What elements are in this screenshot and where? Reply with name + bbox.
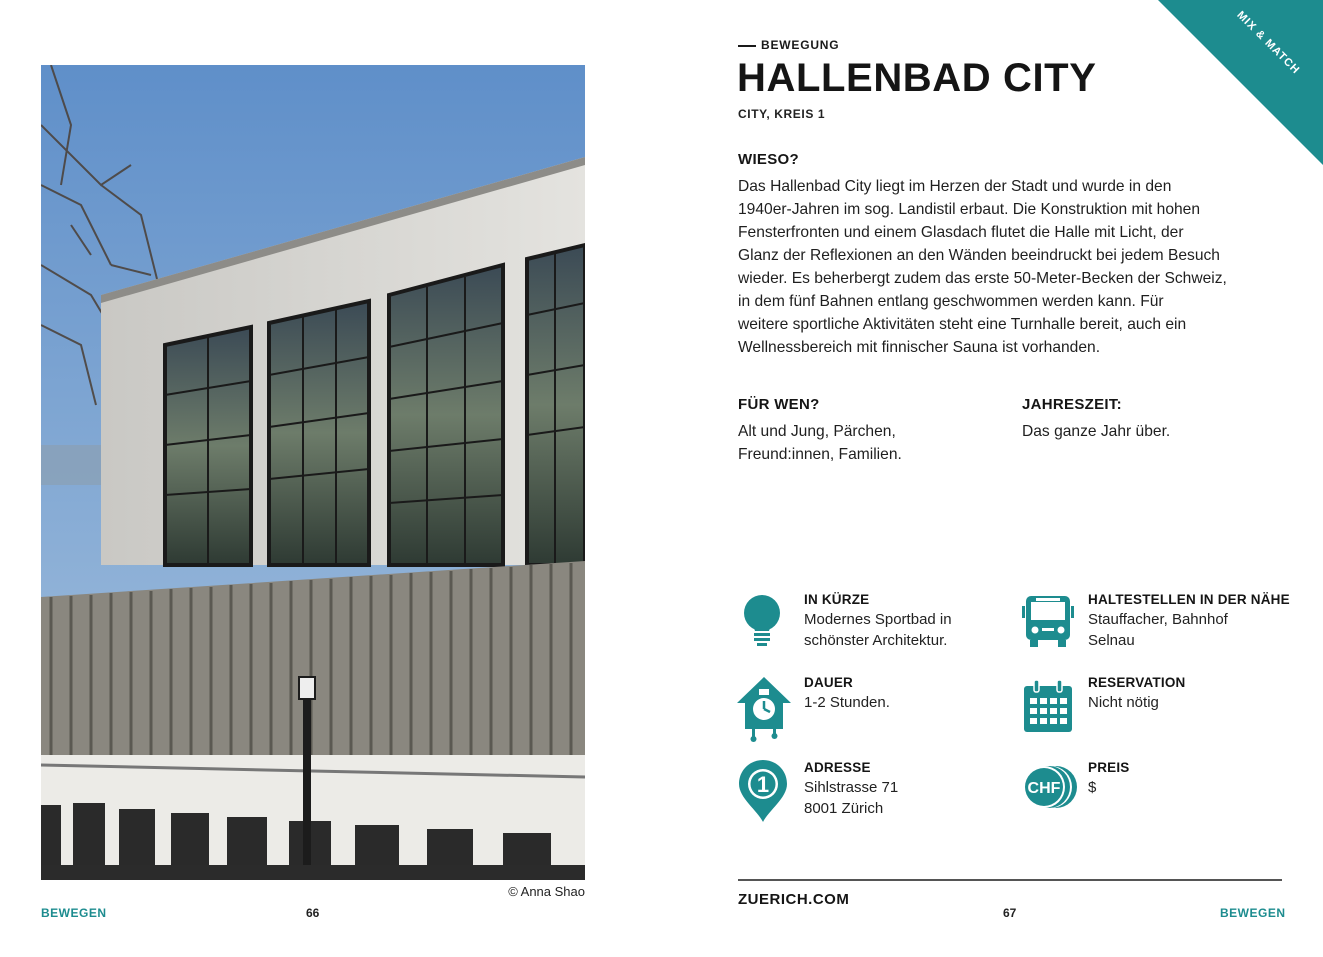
lightbulb-icon <box>739 593 785 649</box>
chf-coin-icon <box>1022 763 1078 811</box>
why-heading: WIESO? <box>738 151 799 168</box>
season-heading: JAHRESZEIT: <box>1022 396 1122 413</box>
for-whom-line: Freund:innen, Familien. <box>738 446 902 463</box>
footer-section-right: BEWEGEN <box>1220 906 1286 920</box>
for-whom-line: Alt und Jung, Pärchen, <box>738 423 896 440</box>
building-photo <box>41 65 585 880</box>
footer-divider <box>738 879 1282 881</box>
why-line: 1940er-Jahren im sog. Landistil erbaut. Die Konstruktion mit hohen <box>738 201 1201 218</box>
why-line: Fensterfronten und einem Glasdach flutet die Halle mit Licht, der <box>738 224 1184 241</box>
pin-number: 1 <box>756 772 770 797</box>
coin-text: CHF <box>1027 780 1061 797</box>
kicker-text: BEWEGUNG <box>761 38 840 52</box>
season-text: Das ganze Jahr über. <box>1022 423 1171 440</box>
why-text <box>738 175 1227 359</box>
page-number-left: 66 <box>306 906 320 920</box>
summary-label: IN KÜRZE <box>804 592 870 607</box>
duration-text: 1-2 Stunden. <box>804 694 890 711</box>
reservation-text: Nicht nötig <box>1088 694 1159 711</box>
page-number-right: 67 <box>1003 906 1017 920</box>
location-subtitle: CITY, KREIS 1 <box>738 107 826 121</box>
mix-match-corner-badge <box>1158 0 1323 165</box>
why-line: Das Hallenbad City liegt im Herzen der Stadt und wurde in den <box>738 178 1172 195</box>
kicker <box>738 38 839 52</box>
summary-line: schönster Architektur. <box>804 632 948 649</box>
summary-text <box>804 609 952 651</box>
address-label: ADRESSE <box>804 760 871 775</box>
photo-credit: © Anna Shao <box>508 884 585 899</box>
stops-line: Selnau <box>1088 632 1135 649</box>
stops-line: Stauffacher, Bahnhof <box>1088 611 1228 628</box>
stops-text <box>1088 609 1228 651</box>
why-line: Wellnessbereich mit finnischer Sauna ist vorhanden. <box>738 339 1101 356</box>
why-line: Glanz der Reflexionen an den Wänden beeindruckt bei jedem Besuch <box>738 247 1220 264</box>
stops-label: HALTESTELLEN IN DER NÄHE <box>1088 592 1290 607</box>
address-line: 8001 Zürich <box>804 800 884 817</box>
page-title: HALLENBAD CITY <box>737 56 1097 100</box>
map-pin-icon <box>739 760 787 822</box>
reservation-label: RESERVATION <box>1088 675 1186 690</box>
price-label: PREIS <box>1088 760 1130 775</box>
website-link[interactable]: ZUERICH.COM <box>738 891 850 908</box>
bus-icon <box>1022 594 1074 648</box>
address-line: Sihlstrasse 71 <box>804 779 899 796</box>
summary-line: Modernes Sportbad in <box>804 611 952 628</box>
why-line: in dem fünf Bahnen entlang geschwommen werden kann. Für <box>738 293 1164 310</box>
for-whom-heading: FÜR WEN? <box>738 396 820 413</box>
duration-label: DAUER <box>804 675 854 690</box>
corner-badge-label: MIX & MATCH <box>1234 9 1302 77</box>
address-text <box>804 777 898 819</box>
cuckoo-clock-icon <box>737 677 791 743</box>
price-text: $ <box>1088 779 1097 796</box>
why-line: wieder. Es beherbergt zudem das erste 50-Meter-Becken der Schweiz, <box>738 270 1227 287</box>
calendar-icon <box>1022 680 1074 734</box>
for-whom-text <box>738 420 902 466</box>
why-line: weitere sportliche Aktivitäten steht eine Turnhalle bereit, auch ein <box>738 316 1187 333</box>
footer-section-left: BEWEGEN <box>41 906 107 920</box>
